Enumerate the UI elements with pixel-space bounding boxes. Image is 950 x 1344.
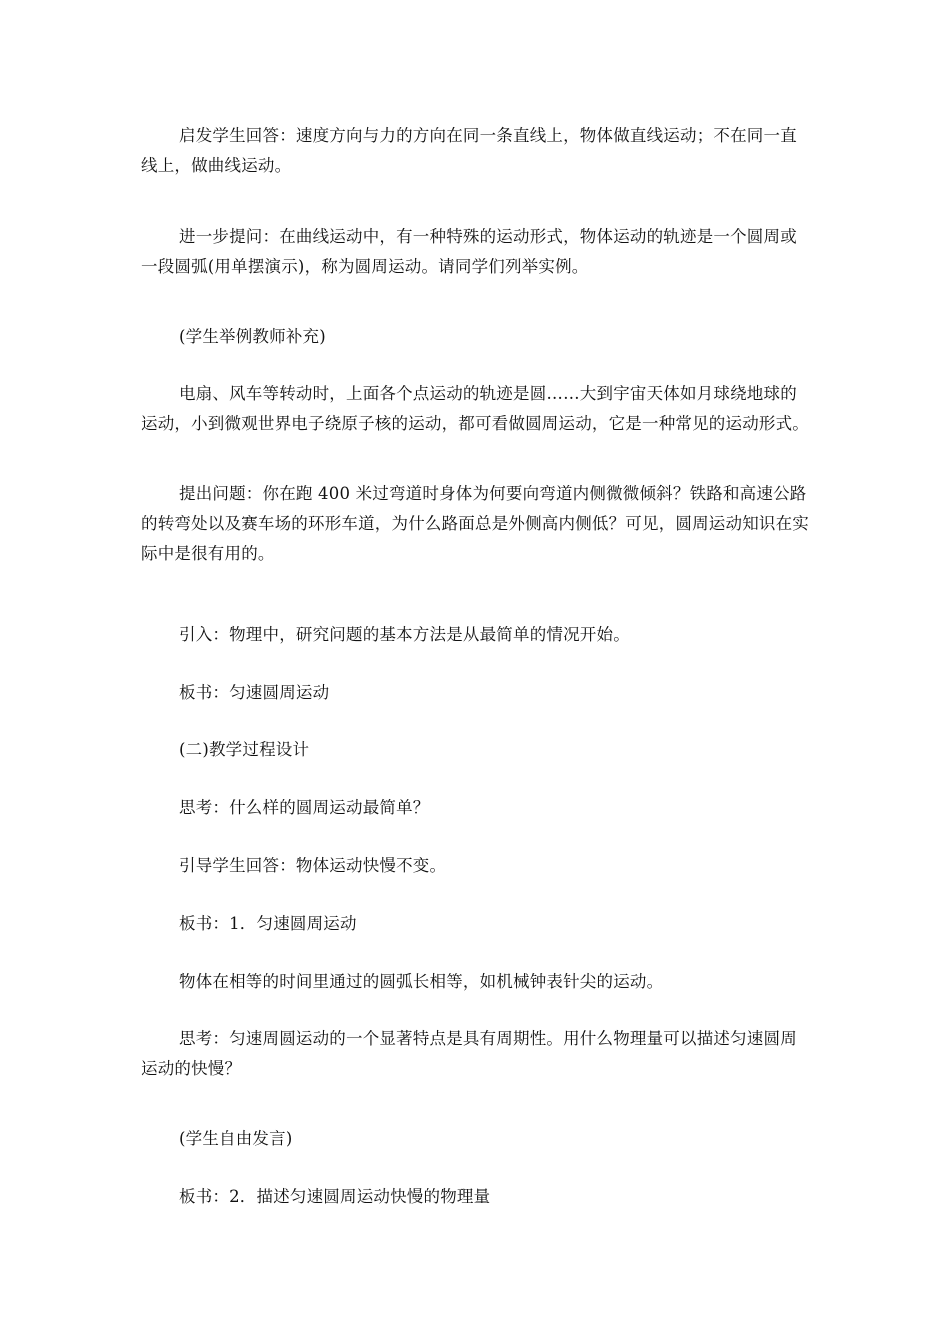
paragraph-section-heading: (二)教学过程设计	[179, 740, 310, 759]
paragraph-board-title: 板书：匀速圆周运动	[179, 683, 330, 702]
paragraph-examples-detail: 电扇、风车等转动时，上面各个点运动的轨迹是圆……大到宇宙天体如月球绕地球的运动，小到微观世界电子绕原子核的运动，都可看做圆周运动，它是一种常见的运动形式。	[141, 384, 809, 433]
paragraph-introduction: 引入：物理中，研究问题的基本方法是从最简单的情况开始。	[179, 625, 630, 644]
paragraph-student-answer: 启发学生回答：速度方向与力的方向在同一条直线上，物体做直线运动；不在同一直线上，做曲线运动。	[141, 126, 797, 175]
paragraph-think-periodicity: 思考：匀速周圆运动的一个显著特点是具有周期性。用什么物理量可以描述匀速圆周运动的快慢？	[141, 1029, 797, 1078]
paragraph-definition: 物体在相等的时间里通过的圆弧长相等，如机械钟表针尖的运动。	[179, 972, 664, 991]
paragraph-raise-question: 提出问题：你在跑 400 米过弯道时身体为何要向弯道内侧微微倾斜？铁路和高速公路的转弯处以及赛车场的环形车道，为什么路面总是外侧高内侧低？可见，圆周运动知识在实际中是很有用的。	[141, 484, 809, 563]
paragraph-board-physical-quantities: 板书：2．描述匀速圆周运动快慢的物理量	[179, 1187, 491, 1206]
paragraph-board-uniform-motion: 板书：1．匀速圆周运动	[179, 914, 357, 933]
paragraph-further-question: 进一步提问：在曲线运动中，有一种特殊的运动形式，物体运动的轨迹是一个圆周或一段圆弧(用单摆演示)，称为圆周运动。请同学们列举实例。	[141, 227, 797, 276]
paragraph-guide-answer: 引导学生回答：物体运动快慢不变。	[179, 856, 447, 875]
paragraph-think-simplest: 思考：什么样的圆周运动最简单？	[179, 798, 430, 817]
paragraph-free-speech: (学生自由发言)	[179, 1129, 293, 1148]
paragraph-student-examples: (学生举例教师补充)	[179, 327, 326, 346]
